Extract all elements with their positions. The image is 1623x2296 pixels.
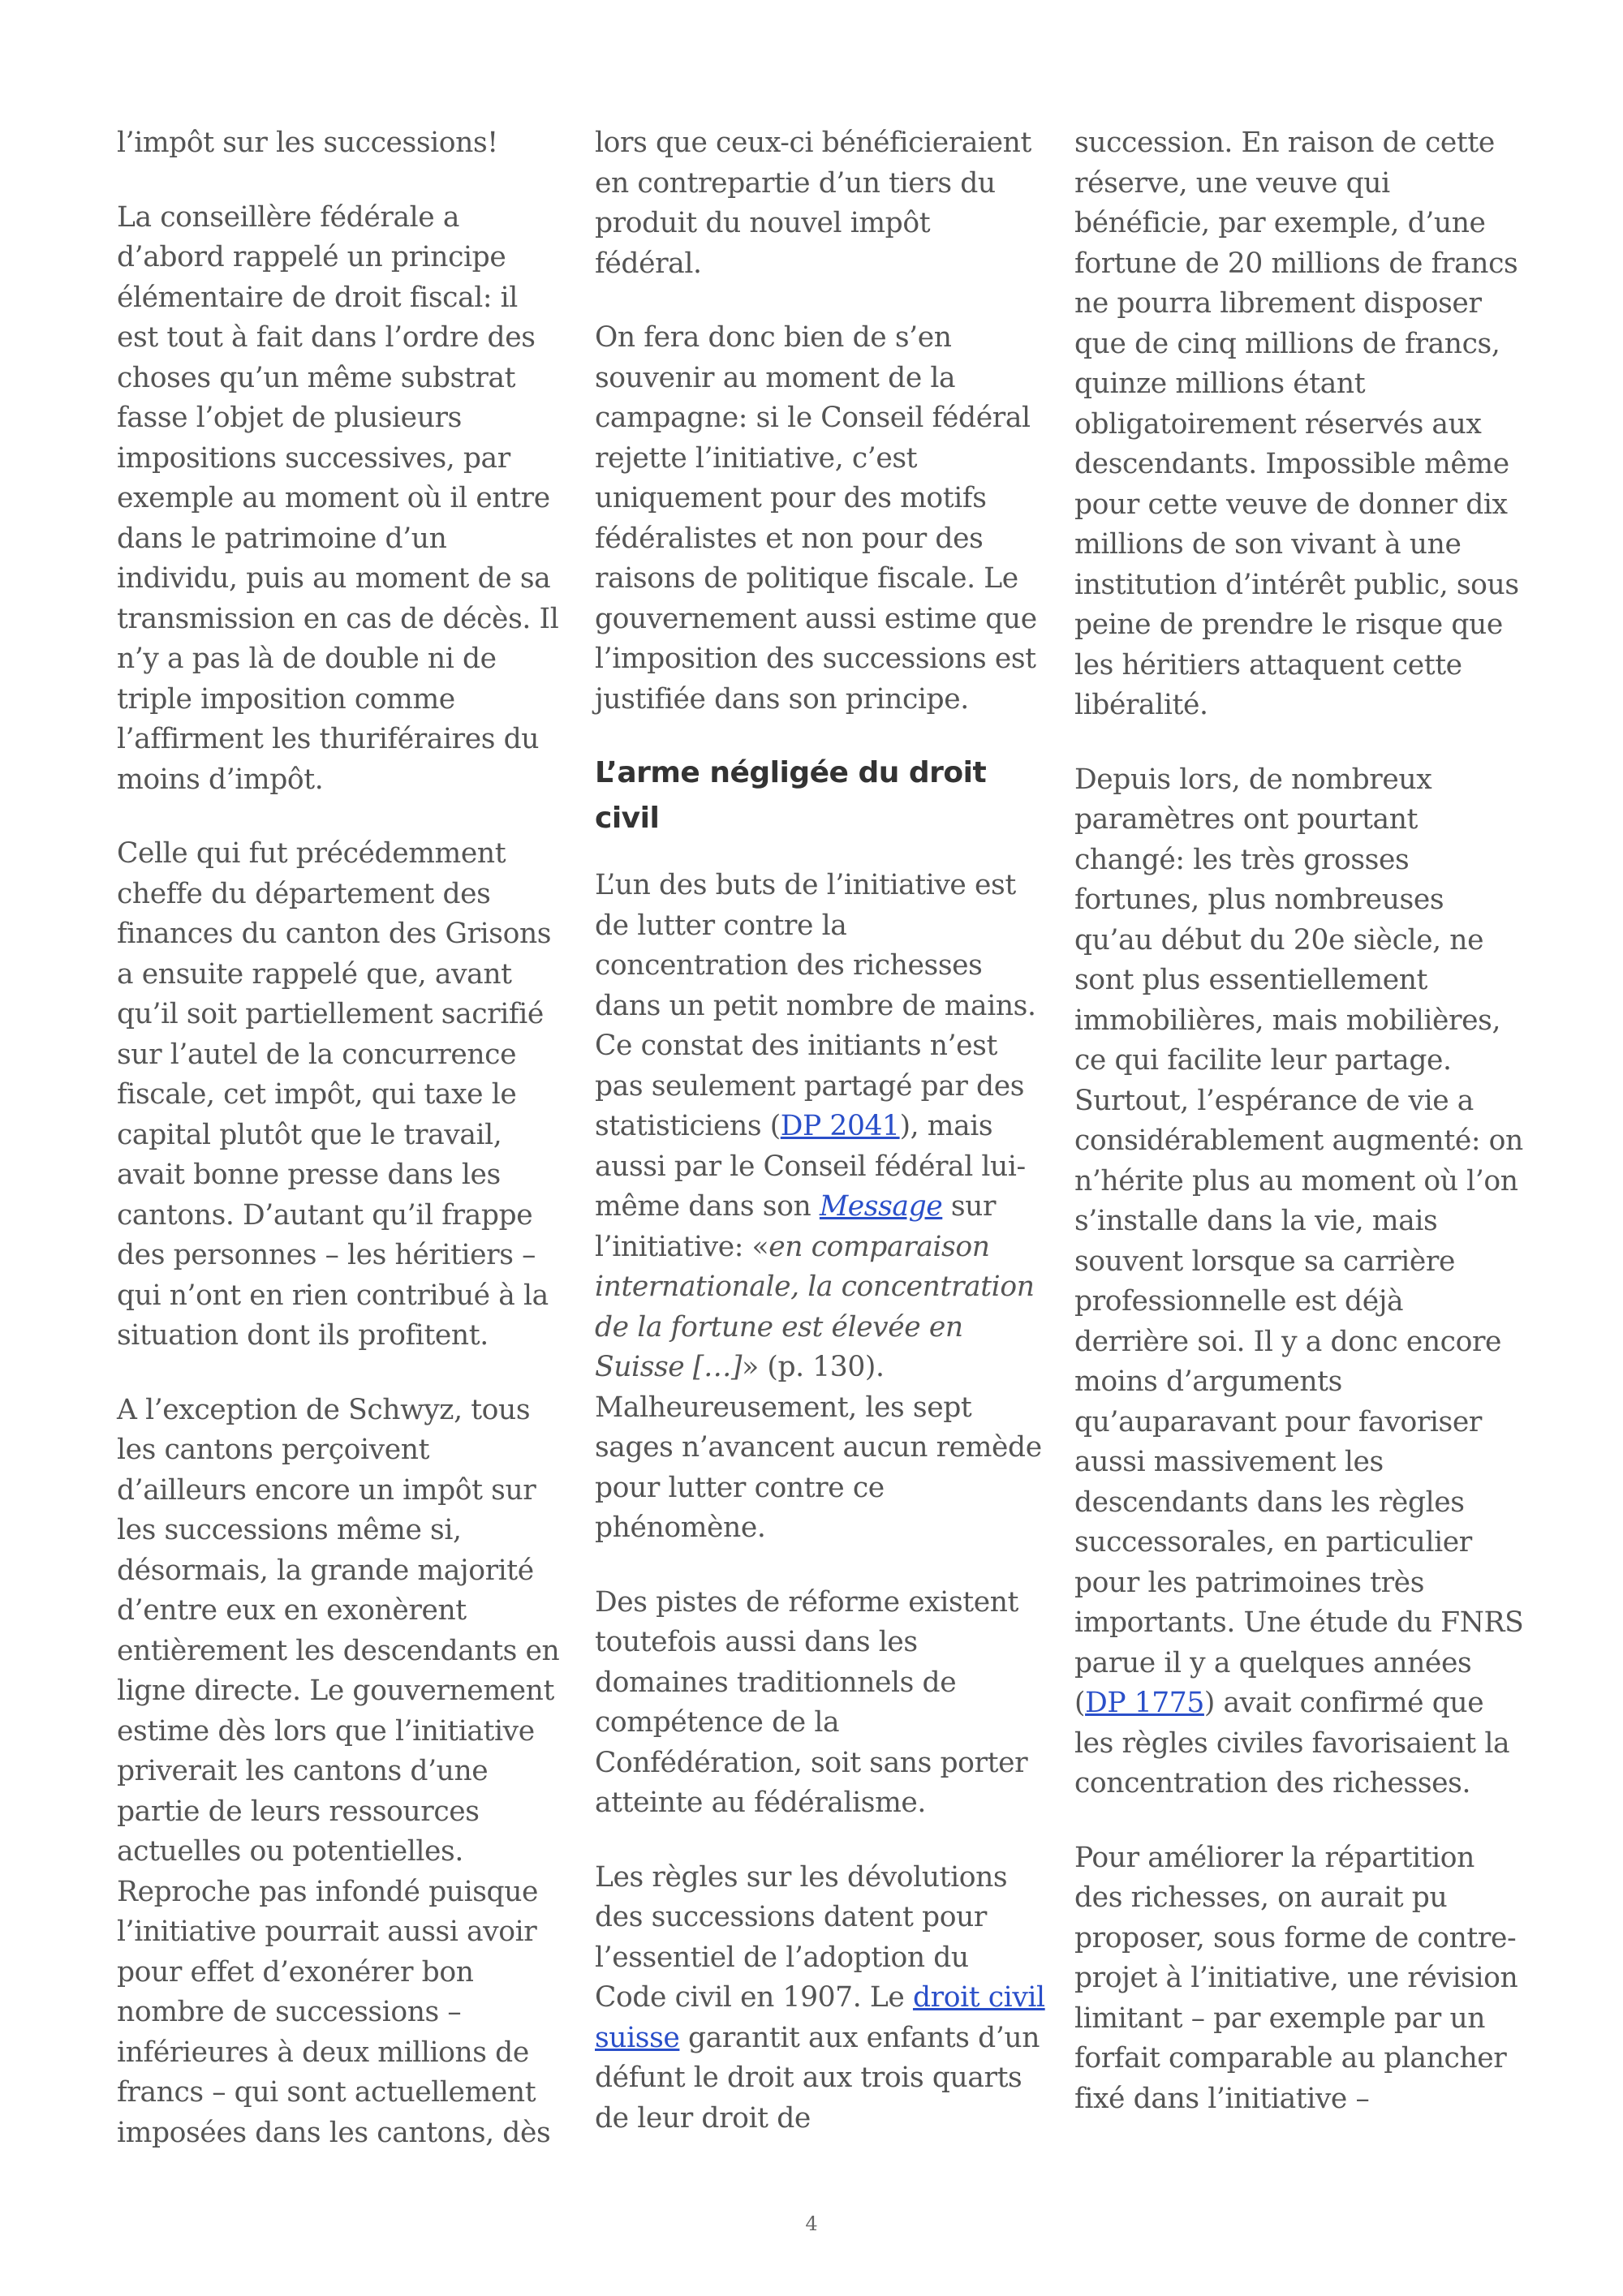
text-segment: Depuis lors, de nombreux paramètres ont pourtant changé: les très grosses fortunes, plus nombreuses qu’au début du 20e siècle, ne sont plus essentiellement immobilières, mais mobilières, ce qui facilite leur partage. Surtout, l’espérance de vie a considérablement augmenté: on n’hérite plus au moment où l’on s’installe dans la vie, mais souvent lorsque sa carrière professionnelle est déjà derrière soi. Il y a donc encore moins d’arguments qu’auparavant pour favoriser aussi massivement les descendants dans les règles successorales, en particulier pour les patrimoines très importants. Une étude du FNRS parue il y a quelques années ( (1074, 763, 1524, 1719)
paragraph (595, 1858, 1045, 2139)
text-segment: ) avait confirmé que les règles civiles favorisaient la concentration des richesses. (1074, 1687, 1510, 1799)
paragraph (595, 866, 1045, 1549)
text-segment: L’un des buts de l’initiative est de lutter contre la concentration des richesses dans un petit nombre de mains. Ce constat des initiants n’est pas seulement partagé par des statisticiens ( (595, 869, 1036, 1142)
section-heading: L’arme négligée du droit civil (595, 756, 987, 835)
text-column-2 (595, 123, 1045, 2173)
text-column-1 (117, 123, 567, 2187)
page-number: 4 (805, 2212, 818, 2235)
link-droit-civil-suisse[interactable]: droit civil suisse (595, 1981, 1045, 2054)
paragraph: Des pistes de réforme existent toutefois aussi dans les domaines traditionnels de compétence de la Confédération, soit sans porter atteinte au fédéralisme. (595, 1585, 1028, 1819)
link-dp-2041[interactable]: DP 2041 (780, 1110, 900, 1142)
paragraph: Pour améliorer la répartition des richesses, on aurait pu proposer, sous forme de contre-projet à l’initiative, une révision limitant – par exemple par un forfait comparable au plancher fixé dans l’initiative – (1074, 1841, 1518, 2115)
text-segment: garantit aux enfants d’un défunt le droit aux trois quarts de leur droit de (595, 2021, 1040, 2135)
paragraph: On fera donc bien de s’en souvenir au moment de la campagne: si le Conseil fédéral rejette l’initiative, c’est uniquement pour des motifs fédéralistes et non pour des raisons de politique fiscale. Le gouvernement aussi estime que l’imposition des successions est justifiée dans son principe. (595, 321, 1037, 716)
text-segment: ), mais aussi par le Conseil fédéral lui-même dans son (595, 1110, 1026, 1223)
paragraph (1074, 760, 1525, 1804)
text-segment: Les règles sur les dévolutions des successions datent pour l’essentiel de l’adoption du Code civil en 1907. Le (595, 1860, 1008, 2014)
paragraph: succession. En raison de cette réserve, une veuve qui bénéficie, par exemple, d’une fortune de 20 millions de francs ne pourra librement disposer que de cinq millions de francs, quinze millions étant obligatoirement réservés aux descendants. Impossible même pour cette veuve de donner dix millions de son vivant à une institution d’intérêt public, sous peine de prendre le risque que les héritiers attaquent cette libéralité. (1074, 127, 1519, 721)
link-message[interactable]: Message (819, 1190, 943, 1223)
link-dp-1775[interactable]: DP 1775 (1085, 1687, 1204, 1719)
text-segment: sur l’initiative: « (595, 1190, 997, 1263)
quotation: en comparaison internationale, la concentration de la fortune est élevée en Suisse […] (595, 1230, 1035, 1383)
paragraph: lors que ceux-ci bénéficieraient en contrepartie d’un tiers du produit du nouvel impôt fédéral. (595, 127, 1031, 280)
paragraph: Celle qui fut précédemment cheffe du département des finances du canton des Grisons a ensuite rappelé que, avant qu’il soit partiellement sacrifié sur l’autel de la concurrence fiscale, cet impôt, qui taxe le capital plutôt que le travail, avait bonne presse dans les cantons. D’autant qu’il frappe des personnes – les héritiers – qui n’ont en rien contribué à la situation dont ils profitent. (117, 837, 552, 1352)
paragraph: A l’exception de Schwyz, tous les cantons perçoivent d’ailleurs encore un impôt sur les successions même si, désormais, la grande majorité d’entre eux en exonèrent entièrement les descendants en ligne directe. Le gouvernement estime dès lors que l’initiative priverait les cantons d’une partie de leurs ressources actuelles ou potentielles. Reproche pas infondé puisque l’initiative pourrait aussi avoir pour effet d’exonérer bon nombre de successions – inférieures à deux millions de francs – qui sont actuellement imposées dans les cantons, dès (117, 1393, 560, 2149)
paragraph: La conseillère fédérale a d’abord rappelé un principe élémentaire de droit fiscal: il est tout à fait dans l’ordre des choses qu’un même substrat fasse l’objet de plusieurs impositions successives, par exemple au moment où il entre dans le patrimoine d’un individu, puis au moment de sa transmission en cas de décès. Il n’y a pas là de double ni de triple imposition comme l’affirment les thuriféraires du moins d’impôt. (117, 200, 559, 796)
paragraph: l’impôt sur les successions! (117, 127, 498, 159)
text-column-3 (1074, 123, 1525, 2153)
text-segment: » (p. 130). Malheureusement, les sept sages n’avancent aucun remède pour lutter contre ce phénomène. (595, 1351, 1042, 1544)
